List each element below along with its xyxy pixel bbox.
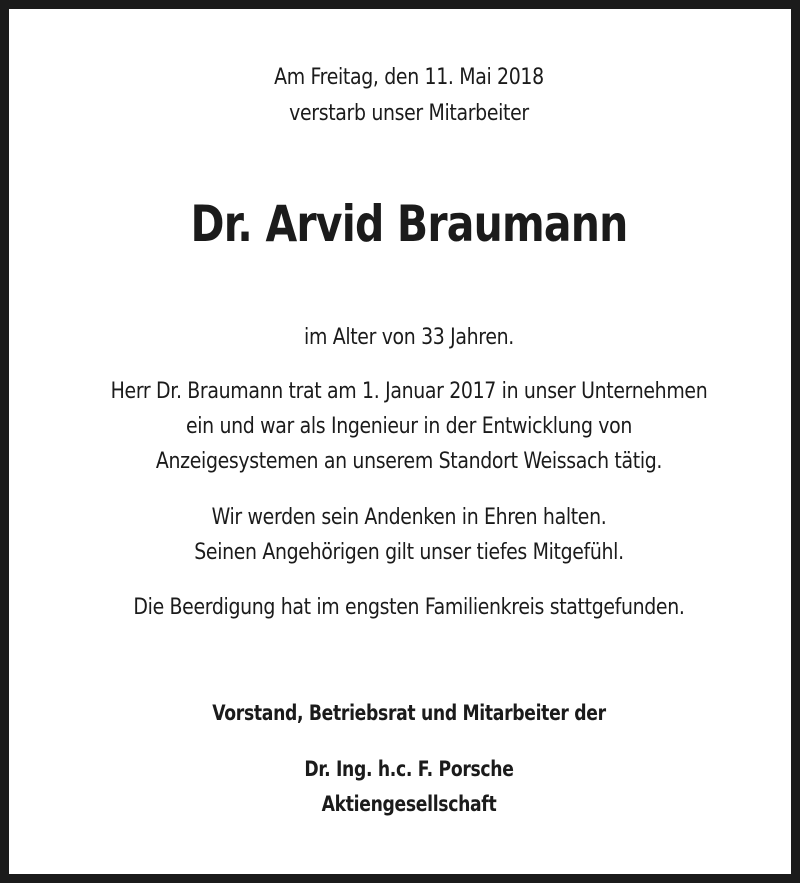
company-name-line-1: Dr. Ing. h.c. F. Porsche xyxy=(304,757,514,781)
signature-line: Vorstand, Betriebsrat und Mitarbeiter der xyxy=(212,701,606,725)
deceased-name: Dr. Arvid Braumann xyxy=(190,195,628,253)
age-line: im Alter von 33 Jahren. xyxy=(304,325,514,350)
intro-date-line: Am Freitag, den 11. Mai 2018 xyxy=(274,65,544,90)
career-line-1: Herr Dr. Braumann trat am 1. Januar 2017 in unser Unternehmen xyxy=(110,379,708,404)
memory-line-2: Seinen Angehörigen gilt unser tiefes Mitgefühl. xyxy=(194,540,624,565)
company-name-line-2: Aktiengesellschaft xyxy=(321,792,497,816)
intro-text-line: verstarb unser Mitarbeiter xyxy=(289,101,529,126)
funeral-line: Die Beerdigung hat im engsten Familienkreis stattgefunden. xyxy=(133,595,685,620)
memory-line-1: Wir werden sein Andenken in Ehren halten. xyxy=(211,505,607,530)
career-line-3: Anzeigesystemen an unserem Standort Weissach tätig. xyxy=(155,449,663,474)
career-line-2: ein und war als Ingenieur in der Entwicklung von xyxy=(185,414,633,439)
